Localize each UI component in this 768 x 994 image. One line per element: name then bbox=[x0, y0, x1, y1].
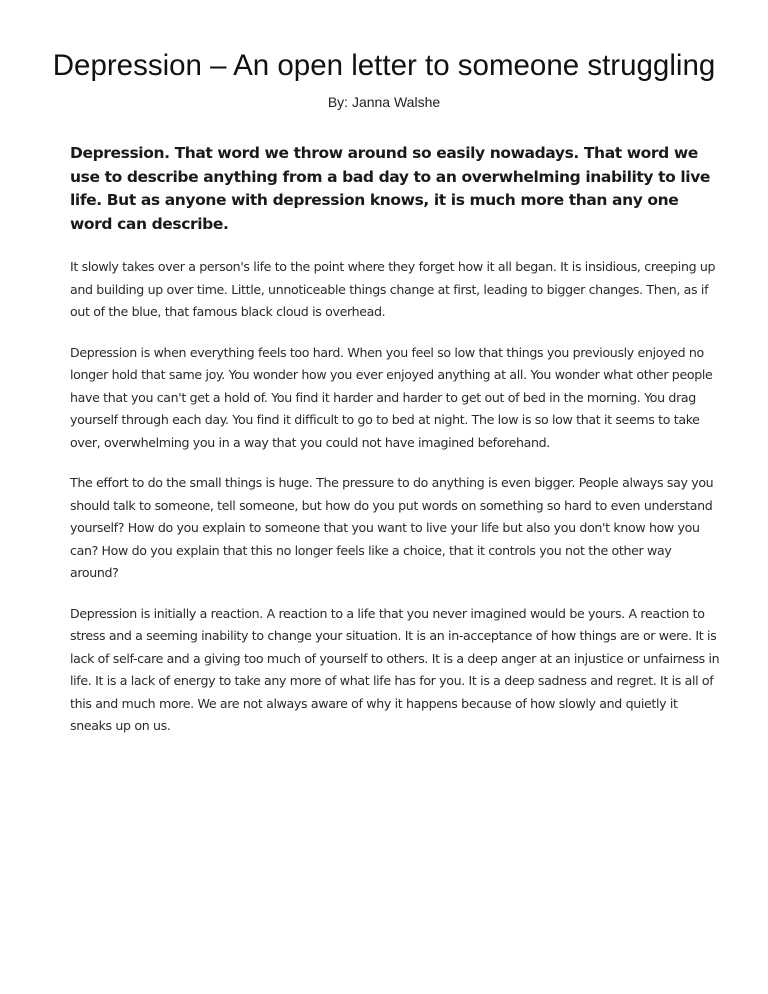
article-paragraph-2: Depression is when everything feels too hard. When you feel so low that things you previously enjoyed no longer hold that same joy. You wonder how you ever enjoyed anything at all. You wonder what other people have that you can't get a hold of. You find it harder and harder to get out of bed in the morning. You drag yourself through each day. You find it difficult to go to bed at night. The low is so low that it seems to take over, overwhelming you in a way that you could not have imagined beforehand. bbox=[70, 344, 713, 450]
article-paragraph-1: It slowly takes over a person's life to the point where they forget how it all began. It is insidious, creeping up and building up over time. Little, unnoticeable things change at first, leading to bigger changes. Then, as if out of the blue, that famous black cloud is overhead. bbox=[70, 259, 716, 319]
article-paragraph-3: The effort to do the small things is huge. The pressure to do anything is even bigger. People always say you should talk to someone, tell someone, but how do you put words on something so hard to even understand yourself? How do you explain to someone that you want to live your life but also you don't know how you can? How do you explain that this no longer feels like a choice, that it controls you not the other way around? bbox=[70, 475, 714, 580]
article-lead-paragraph: Depression. That word we throw around so easily nowadays. That word we use to describe anything from a bad day to an overwhelming inability to live life. But as anyone with depression knows, it is much more than any one word can describe. bbox=[70, 144, 711, 233]
document-title: Depression – An open letter to someone struggling bbox=[52, 49, 716, 82]
author-byline: By: Janna Walshe bbox=[327, 94, 441, 110]
article-paragraph-4: Depression is initially a reaction. A reaction to a life that you never imagined would be yours. A reaction to stress and a seeming inability to change your situation. It is an in-acceptance of how things are or were. It is lack of self-care and a giving too much of yourself to others. It is a deep anger at an injustice or unfairness in life. It is a lack of energy to take any more of what life has for you. It is a deep sadness and regret. It is all of this and much more. We are not always aware of why it happens because of how slowly and quietly it sneaks up on us. bbox=[70, 605, 720, 733]
article-body bbox=[70, 142, 720, 756]
